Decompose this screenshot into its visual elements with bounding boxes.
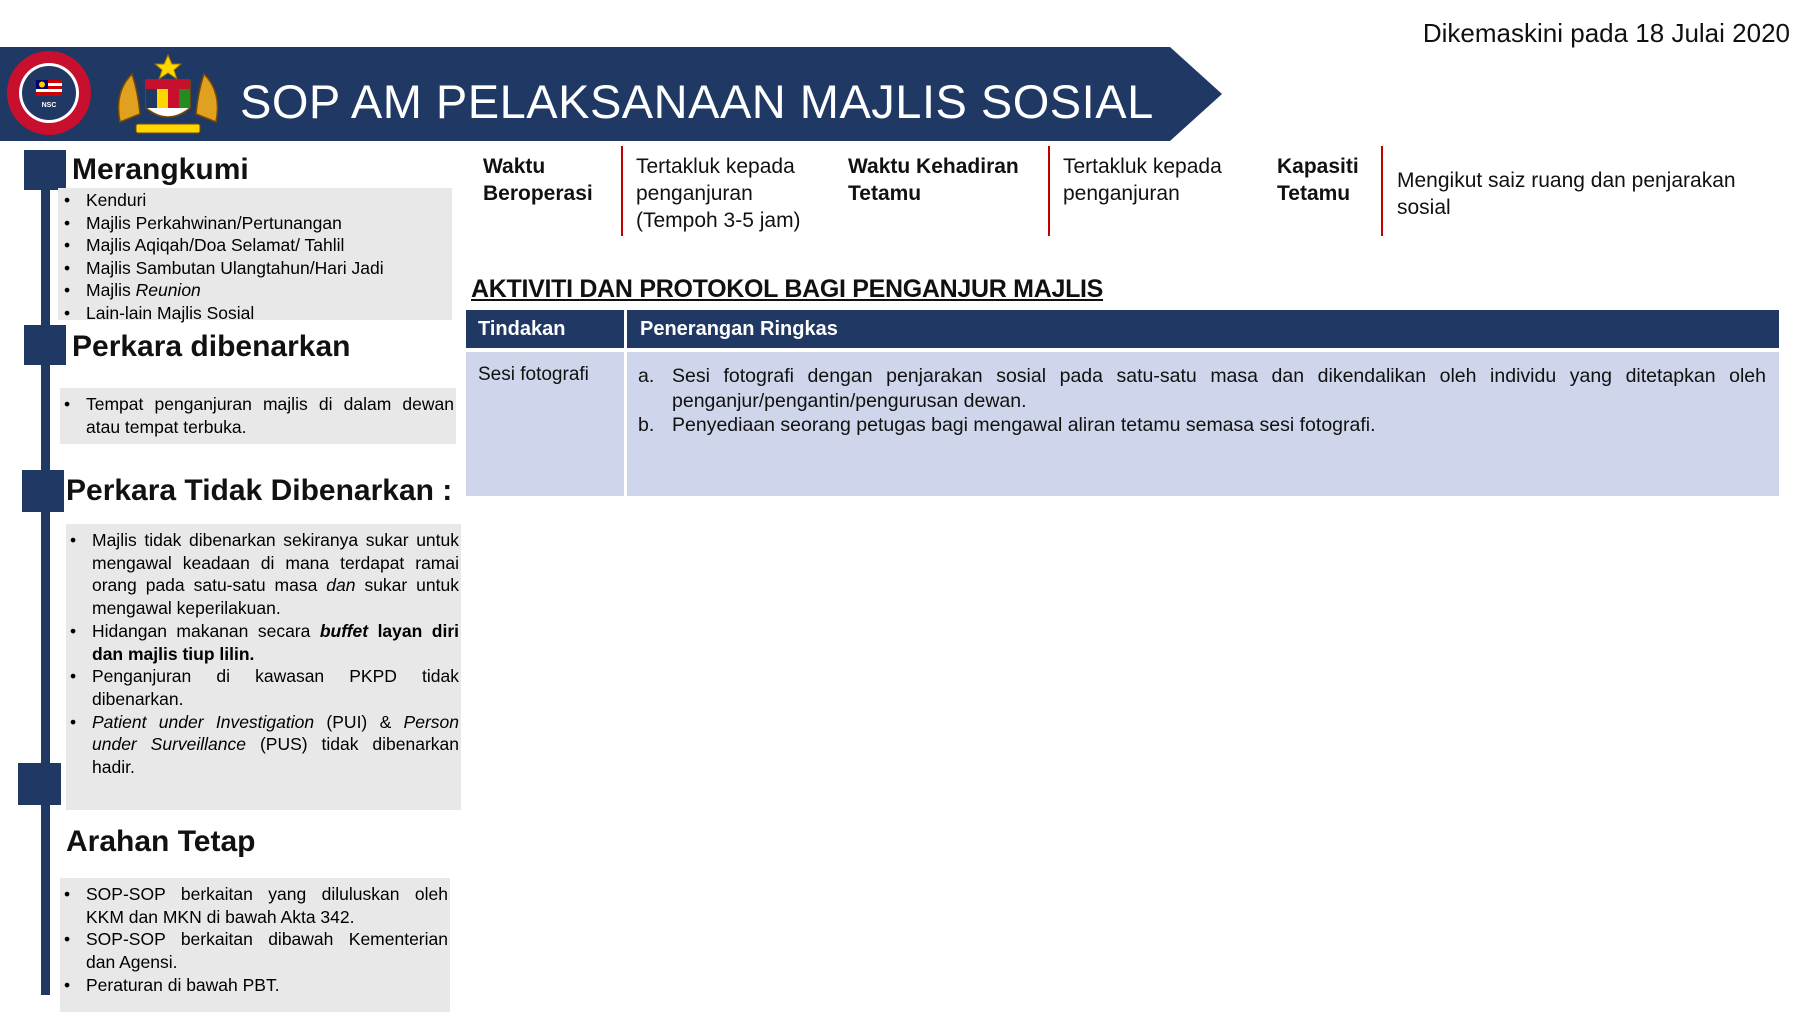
- row-description: [638, 364, 1766, 438]
- merangkumi-list: [60, 189, 452, 324]
- row-action: Sesi fotografi: [478, 364, 589, 385]
- divider: [621, 146, 623, 236]
- list-item: • Peraturan di bawah PBT.: [60, 974, 448, 997]
- list-item-bold-italic: buffet: [319, 620, 369, 641]
- divider: [1048, 146, 1050, 236]
- list-item: • Kenduri: [60, 189, 452, 212]
- list-item: [638, 413, 1766, 438]
- tidak-dibenarkan-box: [66, 524, 461, 810]
- list-item: • SOP-SOP berkaitan dibawah Kementerian dan Agensi.: [60, 928, 448, 973]
- list-item: [66, 711, 459, 779]
- timeline-line: [41, 155, 50, 995]
- list-item: • SOP-SOP berkaitan yang diluluskan oleh KKM dan MKN di bawah Akta 342.: [60, 883, 448, 928]
- timeline-marker: [24, 325, 66, 365]
- list-item: • Majlis Perkahwinan/Pertunangan: [60, 212, 452, 235]
- arahan-tetap-box: [60, 878, 450, 1012]
- list-item-text: (PUS) tidak dibenarkan hadir.: [92, 734, 459, 778]
- list-item: [66, 620, 459, 665]
- timeline-marker: [24, 150, 66, 190]
- list-item: • Lain-lain Majlis Sosial: [60, 302, 452, 325]
- list-item-text: Hidangan makanan secara: [92, 620, 320, 641]
- list-marker: a.: [638, 365, 655, 387]
- description-list: [638, 364, 1766, 438]
- header-tindakan: Tindakan: [478, 318, 566, 340]
- arahan-tetap-list: [60, 883, 450, 997]
- waktu-kehadiran-value: Tertakluk kepada penganjuran: [1063, 155, 1222, 205]
- timeline-marker: [22, 470, 64, 512]
- list-item: • Penganjuran di kawasan PKPD tidak dibenarkan.: [66, 665, 459, 710]
- waktu-beroperasi-value: Tertakluk kepada penganjuran (Tempoh 3-5 jam): [636, 155, 801, 232]
- section-title-merangkumi: Merangkumi: [72, 153, 249, 186]
- list-item-text: Penyediaan seorang petugas bagi mengawal aliran tetamu semasa sesi fotografi.: [672, 414, 1376, 436]
- svg-text:NSC: NSC: [41, 102, 57, 109]
- list-marker: b.: [638, 414, 655, 436]
- table-header: [466, 310, 1779, 348]
- list-item-italic: dan: [326, 575, 356, 596]
- section-title-tidak-dibenarkan: Perkara Tidak Dibenarkan :: [66, 474, 453, 507]
- activities-table: [466, 310, 1779, 496]
- divider: [1381, 146, 1383, 236]
- waktu-kehadiran-label: Waktu Kehadiran Tetamu: [848, 155, 1019, 205]
- list-item-italic: Person under Surveillance: [92, 711, 459, 755]
- list-item-italic: Patient under Investigation: [92, 711, 315, 732]
- list-item-text: Majlis: [86, 280, 136, 300]
- list-item-text: Sesi fotografi dengan penjarakan sosial pada satu-satu masa dan dikendalikan oleh individu yang ditetapkan oleh penganjur/pengantin/pengurusan dewan.: [672, 365, 1766, 412]
- list-item: [60, 279, 452, 302]
- section-title-dibenarkan: Perkara dibenarkan: [72, 330, 351, 363]
- column-divider: [624, 352, 627, 496]
- section-title-arahan-tetap: Arahan Tetap: [66, 825, 256, 858]
- list-item-bold: layan diri dan majlis tiup lilin.: [92, 620, 460, 664]
- page-title: SOP AM PELAKSANAAN MAJLIS SOSIAL: [240, 75, 1154, 128]
- list-item-italic: Reunion: [135, 280, 201, 300]
- kapasiti-value: Mengikut saiz ruang dan penjarakan sosial: [1397, 169, 1736, 219]
- list-item-text: (PUI) &: [314, 711, 404, 732]
- list-item: [638, 364, 1766, 413]
- updated-date: Dikemaskini pada 18 Julai 2020: [1422, 18, 1790, 48]
- dibenarkan-box: [60, 388, 456, 444]
- list-item-text: sukar untuk mengawal keperilakuan.: [92, 575, 459, 619]
- list-item: • Majlis Aqiqah/Doa Selamat/ Tahlil: [60, 234, 452, 257]
- merangkumi-box: [58, 188, 452, 323]
- tidak-dibenarkan-list: [66, 529, 461, 779]
- list-item: • Tempat penganjuran majlis di dalam dewan atau tempat terbuka.: [60, 393, 454, 438]
- list-item: • Majlis Sambutan Ulangtahun/Hari Jadi: [60, 257, 452, 280]
- dibenarkan-list: [60, 393, 456, 438]
- header-penerangan: Penerangan Ringkas: [640, 318, 838, 340]
- waktu-beroperasi-label: Waktu Beroperasi: [483, 155, 593, 205]
- timeline-marker: [18, 763, 61, 805]
- column-divider: [624, 310, 627, 348]
- nsc-logo-icon: [6, 50, 92, 136]
- list-item: [66, 529, 459, 620]
- list-item-text: Majlis tidak dibenarkan sekiranya sukar untuk mengawal keadaan di mana terdapat ramai orang pada satu-satu masa: [92, 530, 459, 596]
- malaysia-coat-of-arms-icon: [110, 52, 226, 136]
- table-row: [466, 352, 1779, 496]
- kapasiti-label: Kapasiti Tetamu: [1277, 155, 1359, 205]
- activities-title: AKTIVITI DAN PROTOKOL BAGI PENGANJUR MAJLIS: [471, 275, 1104, 303]
